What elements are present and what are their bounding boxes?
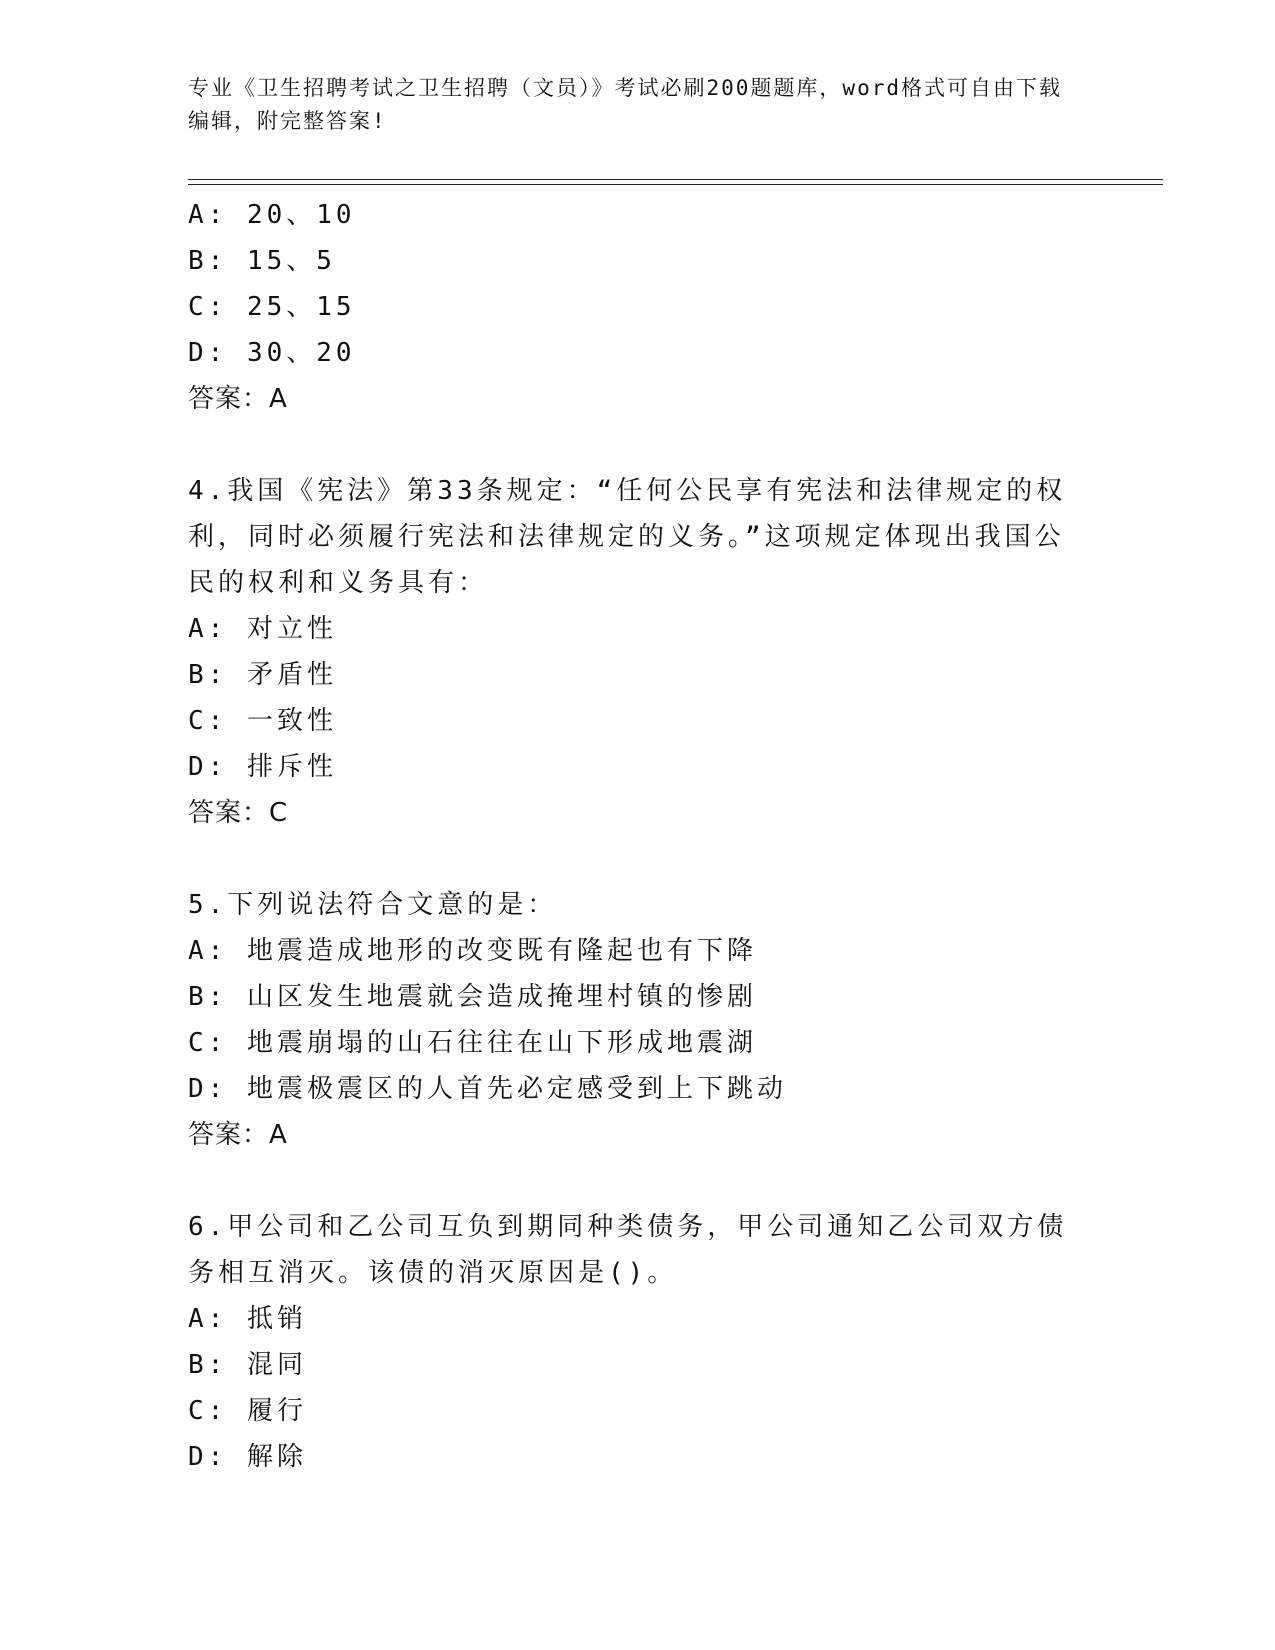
header-divider-bottom xyxy=(188,184,1163,185)
option-a: A: 对立性 xyxy=(188,614,337,644)
option-d: D: 排斥性 xyxy=(188,752,337,782)
option-a: A: 20、10 xyxy=(188,200,356,230)
spacer xyxy=(188,836,1088,882)
question-5-block xyxy=(188,882,1088,1158)
option-c: C: 25、15 xyxy=(188,292,356,322)
answer-text: 答案：A xyxy=(188,384,288,414)
question-content xyxy=(188,192,1088,1480)
option-c: C: 履行 xyxy=(188,1396,307,1426)
question-3-block xyxy=(188,192,1088,422)
option-d: D: 地震极震区的人首先必定感受到上下跳动 xyxy=(188,1074,787,1104)
document-header: 专业《卫生招聘考试之卫生招聘（文员）》考试必刷200题题库，word格式可自由下载编辑，附完整答案! xyxy=(188,76,1062,133)
question-4-block xyxy=(188,468,1088,836)
option-a: A: 抵销 xyxy=(188,1304,307,1334)
question-stem: 4.我国《宪法》第33条规定：“任何公民享有宪法和法律规定的权利，同时必须履行宪法和法律规定的义务。”这项规定体现出我国公民的权利和义务具有： xyxy=(188,476,1067,598)
question-stem: 6.甲公司和乙公司互负到期同种类债务，甲公司通知乙公司双方债务相互消灭。该债的消灭原因是()。 xyxy=(188,1212,1068,1288)
option-b: B: 矛盾性 xyxy=(188,660,337,690)
option-c: C: 地震崩塌的山石往往在山下形成地震湖 xyxy=(188,1028,757,1058)
question-stem: 5.下列说法符合文意的是： xyxy=(188,890,558,920)
spacer xyxy=(188,1158,1088,1204)
spacer xyxy=(188,422,1088,468)
question-6-block xyxy=(188,1204,1088,1480)
option-b: B: 山区发生地震就会造成掩埋村镇的惨剧 xyxy=(188,982,757,1012)
answer-text: 答案：C xyxy=(188,798,289,828)
option-d: D: 30、20 xyxy=(188,338,356,368)
option-b: B: 混同 xyxy=(188,1350,307,1380)
option-b: B: 15、5 xyxy=(188,246,336,276)
header-divider-top xyxy=(188,179,1163,180)
option-c: C: 一致性 xyxy=(188,706,337,736)
answer-text: 答案：A xyxy=(188,1120,288,1150)
option-a: A: 地震造成地形的改变既有隆起也有下降 xyxy=(188,936,757,966)
option-d: D: 解除 xyxy=(188,1442,307,1472)
